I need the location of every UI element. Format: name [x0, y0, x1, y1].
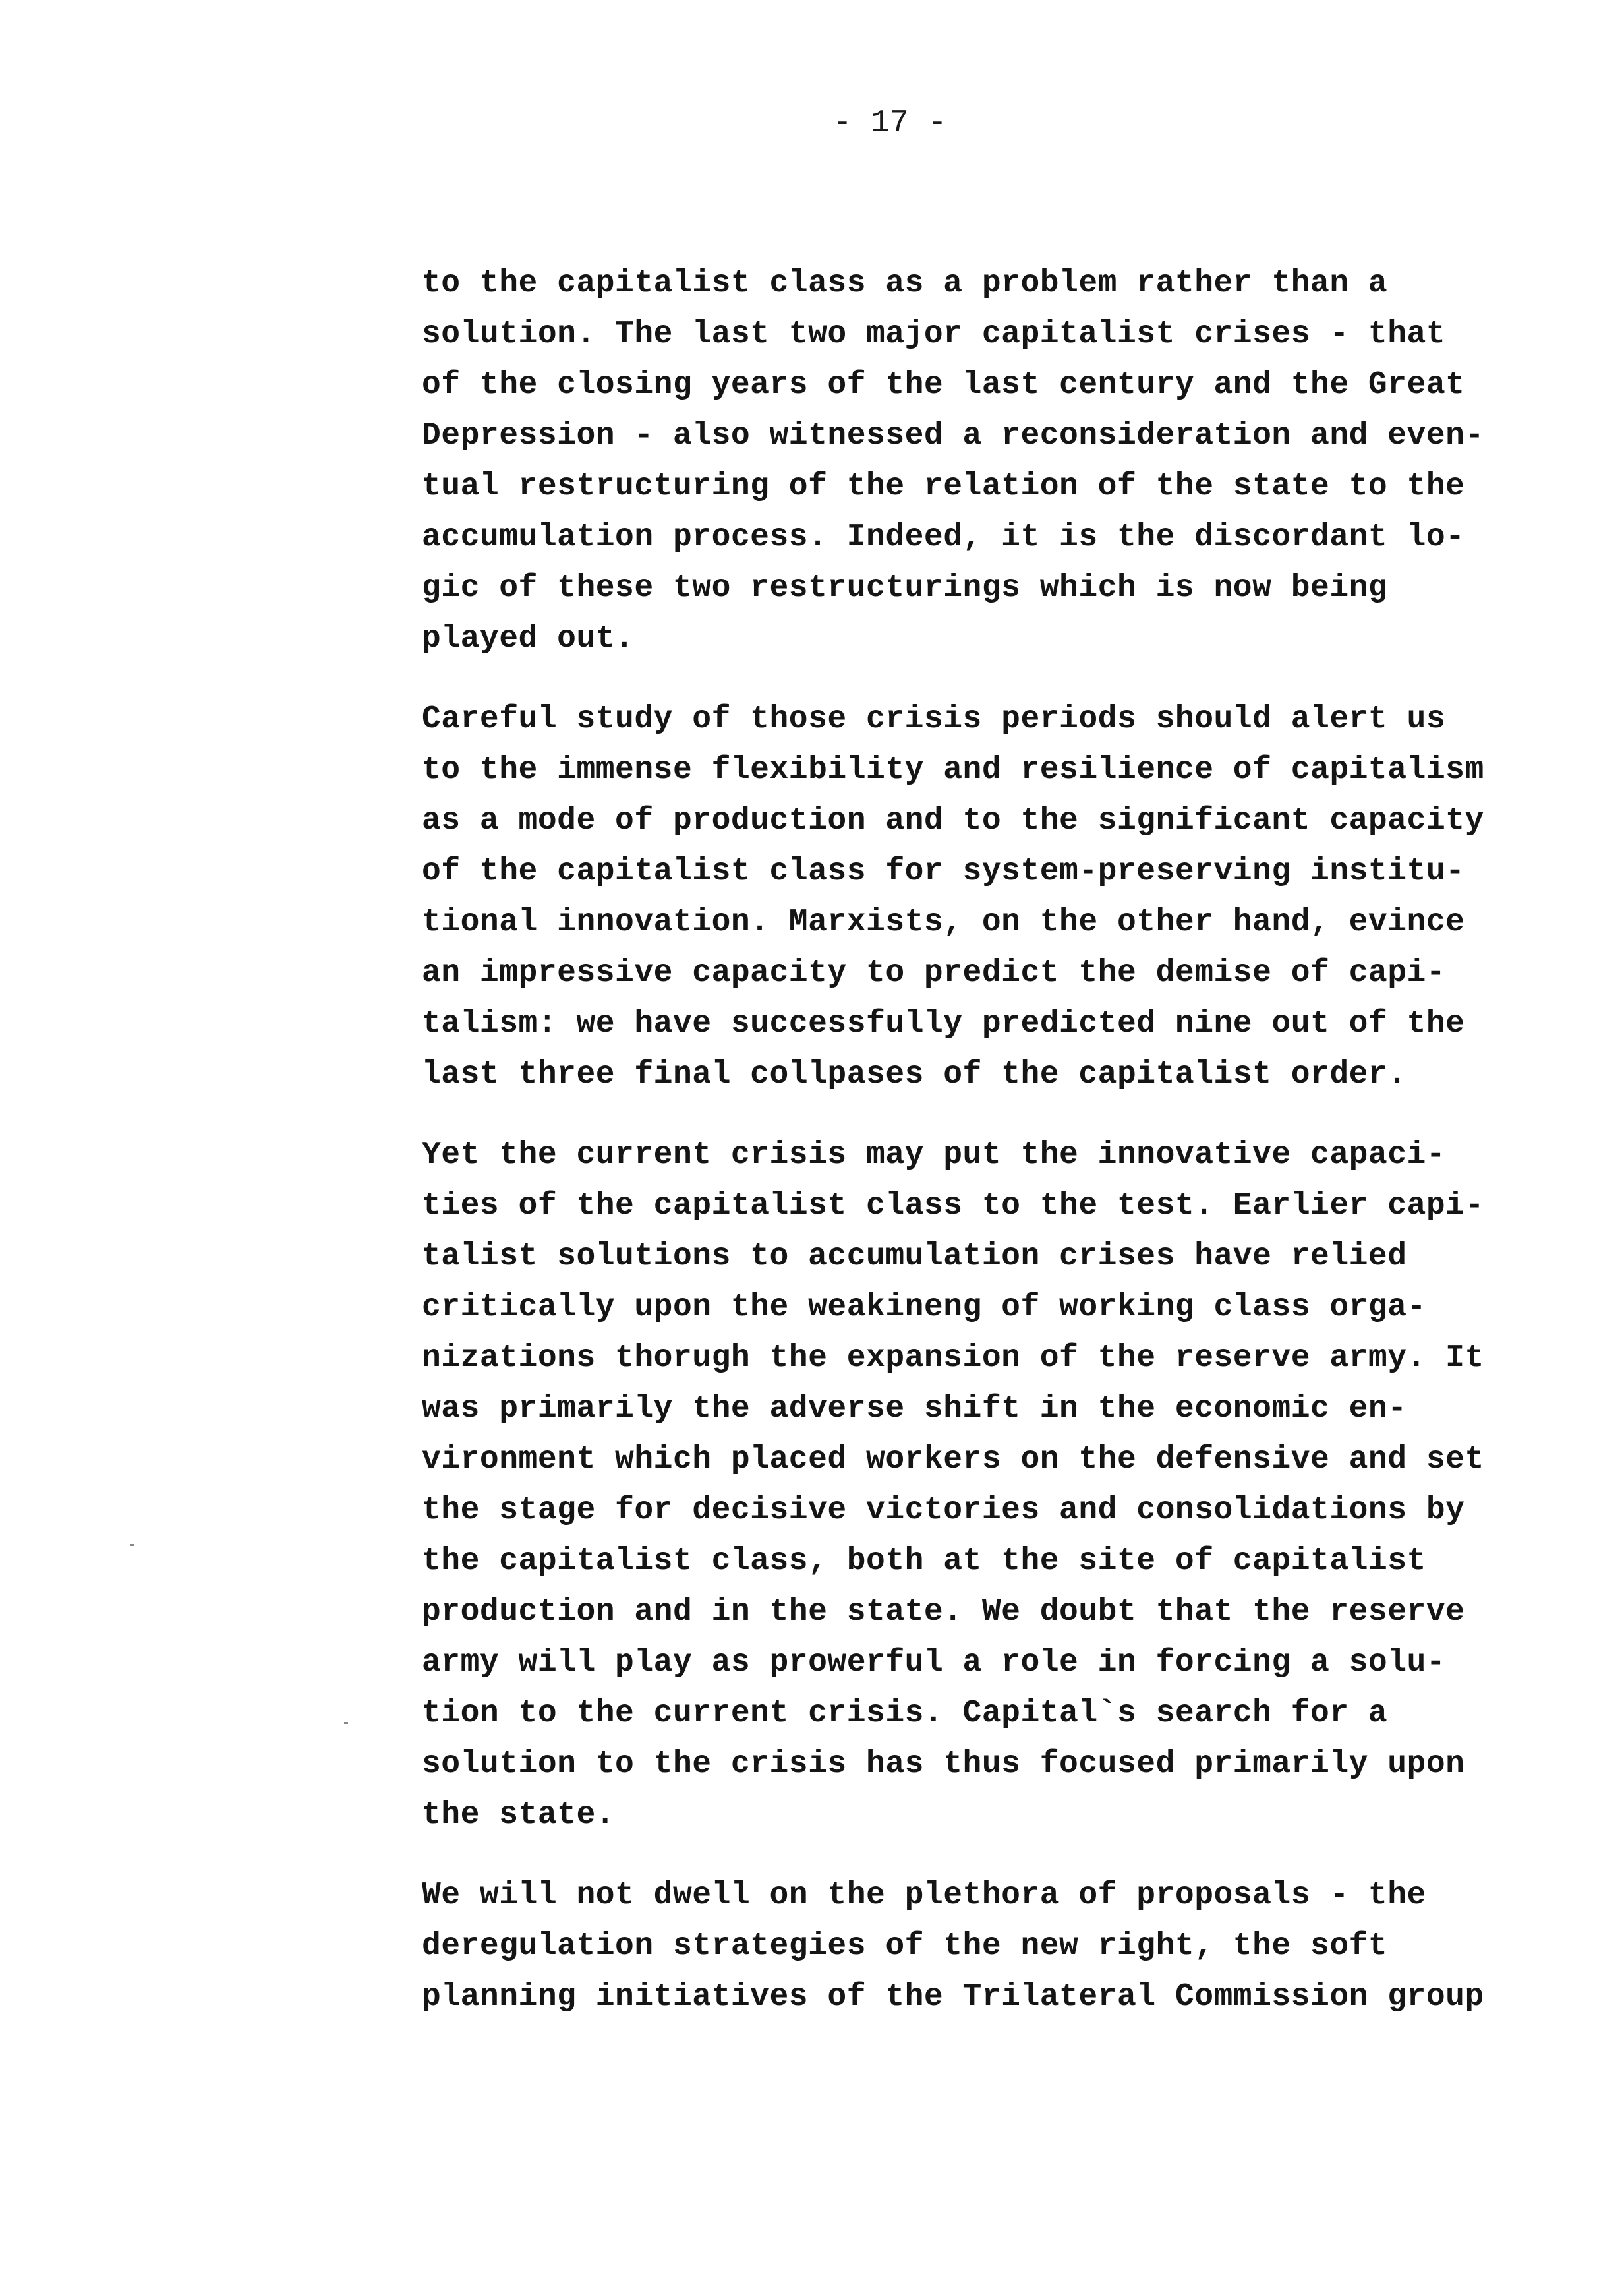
text-line: vironment which placed workers on the defensive and set: [422, 1442, 1484, 1477]
text-line: Depression - also witnessed a reconsideration and even-: [422, 418, 1484, 454]
body-text: [422, 258, 1569, 2052]
text-line: tual restructuring of the relation of the state to the: [422, 469, 1465, 504]
text-line: played out.: [422, 621, 635, 657]
text-line: critically upon the weakineng of working class orga-: [422, 1290, 1426, 1325]
scan-speck: [130, 1544, 134, 1546]
paragraph-2: [422, 694, 1569, 1100]
text-line: We will not dwell on the plethora of proposals - the: [422, 1878, 1426, 1913]
page-number: - 17 -: [832, 105, 947, 141]
text-line: tion to the current crisis. Capital`s search for a: [422, 1696, 1388, 1731]
text-line: to the capitalist class as a problem rather than a: [422, 266, 1388, 301]
text-line: of the capitalist class for system-preserving institu-: [422, 854, 1465, 889]
text-line: accumulation process. Indeed, it is the discordant lo-: [422, 520, 1465, 555]
text-line: the state.: [422, 1797, 616, 1833]
text-line: deregulation strategies of the new right, the soft: [422, 1928, 1388, 1964]
text-line: the capitalist class, both at the site of capitalist: [422, 1543, 1426, 1579]
text-line: an impressive capacity to predict the demise of capi-: [422, 955, 1446, 991]
text-line: solution. The last two major capitalist crises - that: [422, 316, 1446, 352]
text-line: army will play as prowerful a role in forcing a solu-: [422, 1645, 1446, 1680]
text-line: tional innovation. Marxists, on the other hand, evince: [422, 905, 1465, 940]
text-line: the stage for decisive victories and consolidations by: [422, 1493, 1465, 1528]
text-line: production and in the state. We doubt that the reserve: [422, 1594, 1465, 1630]
text-line: gic of these two restructurings which is now being: [422, 570, 1388, 606]
text-line: as a mode of production and to the significant capacity: [422, 803, 1484, 839]
text-line: last three final collpases of the capitalist order.: [422, 1057, 1407, 1092]
paragraph-4: [422, 1870, 1569, 2023]
scan-speck: [344, 1722, 348, 1724]
text-line: ties of the capitalist class to the test. Earlier capi-: [422, 1188, 1484, 1224]
text-line: planning initiatives of the Trilateral Commission group: [422, 1979, 1484, 2015]
text-line: Careful study of those crisis periods should alert us: [422, 701, 1446, 737]
text-line: solution to the crisis has thus focused primarily upon: [422, 1746, 1465, 1782]
text-line: was primarily the adverse shift in the economic en-: [422, 1391, 1407, 1427]
text-line: talist solutions to accumulation crises have relied: [422, 1239, 1407, 1274]
text-line: to the immense flexibility and resilience of capitalism: [422, 752, 1484, 788]
paragraph-1: [422, 258, 1569, 665]
text-line: Yet the current crisis may put the innovative capaci-: [422, 1137, 1446, 1173]
text-line: of the closing years of the last century and the Great: [422, 367, 1465, 403]
text-line: nizations thorugh the expansion of the reserve army. It: [422, 1340, 1484, 1376]
text-line: talism: we have successfully predicted nine out of the: [422, 1006, 1465, 1042]
paragraph-3: [422, 1130, 1569, 1841]
